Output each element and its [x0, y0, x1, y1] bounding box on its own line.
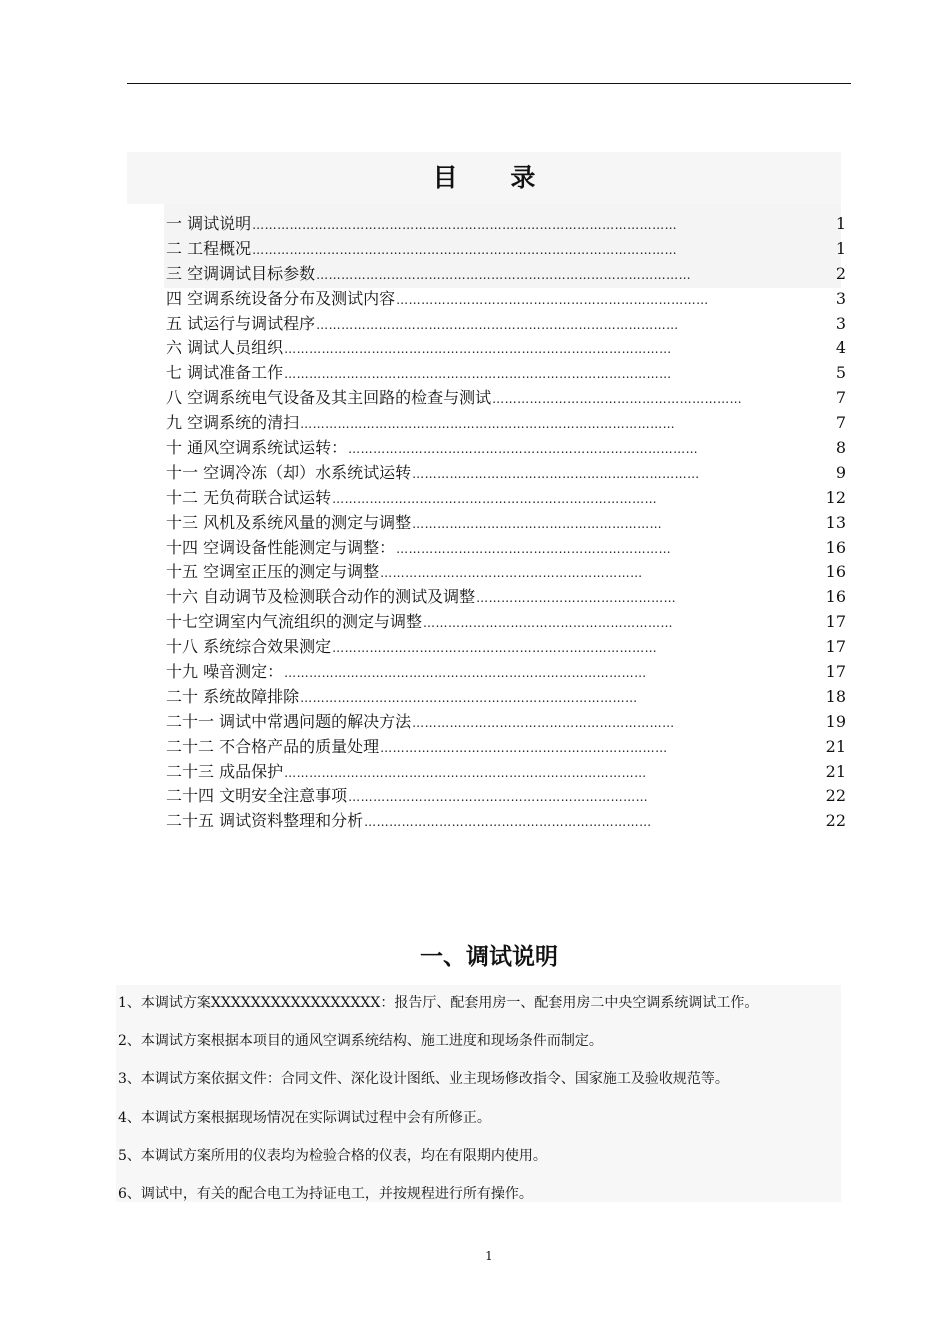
toc-entry-leader: ……………………………………………………: [412, 516, 663, 531]
toc-entry-page: 21: [825, 736, 846, 756]
toc-entry[interactable]: [166, 660, 846, 685]
toc-entry[interactable]: [166, 411, 846, 436]
toc-entry-leader: ……………………………………………………………………: [332, 641, 658, 656]
toc-entry-page: 21: [825, 761, 846, 781]
toc-entry-label: 十四 空调设备性能测定与调整：: [166, 537, 396, 557]
toc-entry-page: 18: [825, 686, 846, 706]
toc-entry[interactable]: [166, 585, 846, 610]
toc-entry-label: 十八 系统综合效果测定: [166, 637, 332, 657]
toc-entry-leader: ……………………………………………………………………………: [284, 666, 647, 681]
toc-entry[interactable]: [166, 361, 846, 386]
toc-entry[interactable]: [166, 685, 846, 710]
toc-entry[interactable]: [166, 560, 846, 585]
toc-entry-label: 二十 系统故障排除: [166, 686, 300, 706]
toc-entry-label: 十二 无负荷联合试运转: [166, 487, 332, 507]
toc-entry-label: 二十五 调试资料整理和分析: [166, 811, 364, 831]
toc-entry-leader: ………………………………………………………………: [348, 790, 649, 805]
paragraph: 2、本调试方案根据本项目的通风空调系统结构、施工进度和现场条件而制定。: [118, 1033, 603, 1050]
toc-entry-page: 3: [835, 288, 846, 308]
toc-entry[interactable]: [166, 212, 846, 237]
toc-entry-leader: …………………………………………: [476, 591, 677, 606]
toc-entry-page: 1: [835, 214, 846, 233]
toc-entry-label: 二 工程概况: [166, 238, 252, 258]
toc-entry-leader: …………………………………………………………………………………: [284, 342, 672, 357]
toc-entry-page: 16: [825, 587, 846, 607]
toc-entry[interactable]: [166, 760, 846, 785]
toc-entry-page: 8: [835, 438, 846, 458]
toc-entry[interactable]: [166, 486, 846, 511]
toc-entry-page: 2: [835, 263, 846, 283]
toc-entry-page: 22: [825, 786, 846, 806]
toc-entry[interactable]: [166, 610, 846, 635]
paragraph: 3、本调试方案依据文件：合同文件、深化设计图纸、业主现场修改指令、国家施工及验收规范等。: [118, 1071, 729, 1088]
toc-entry-leader: ………………………………………………………………………………: [300, 417, 676, 432]
toc-entry-label: 四 空调系统设备分布及测试内容: [166, 288, 396, 308]
section-title: 一、调试说明: [420, 943, 558, 970]
toc-entry-label: 十七空调室内气流组织的测定与调整: [166, 612, 423, 632]
toc-entry-page: 3: [835, 313, 846, 333]
toc-entry-leader: …………………………………………………………………………………………: [252, 242, 678, 257]
toc-title: 目 录: [432, 163, 558, 192]
toc-entry-label: 二十四 文明安全注意事项: [166, 786, 348, 806]
toc-entry-page: 1: [835, 238, 846, 258]
toc-entry-leader: ………………………………………………………………………………: [316, 267, 692, 282]
toc-entry-label: 二十一 调试中常遇问题的解决方法: [166, 711, 412, 731]
toc-entry-label: 二十二 不合格产品的质量处理: [166, 736, 380, 756]
toc-entry-page: 16: [825, 537, 846, 557]
toc-entry-page: 9: [835, 462, 846, 482]
toc-entry-page: 17: [825, 662, 846, 682]
toc-entry-page: 17: [825, 637, 846, 657]
paragraph: 5、本调试方案所用的仪表均为检验合格的仪表，均在有限期内使用。: [118, 1147, 547, 1164]
toc-entry-leader: ………………………………………………………………………: [300, 690, 638, 705]
toc-entry[interactable]: [166, 784, 846, 809]
toc-entry-label: 十 通风空调系统试运转：: [166, 438, 348, 458]
toc-entry-label: 五 试运行与调试程序: [166, 313, 316, 333]
toc-entry-leader: ……………………………………………………………………: [332, 491, 658, 506]
toc-entry-leader: ………………………………………………………: [412, 715, 675, 730]
toc-entry-page: 12: [825, 487, 846, 507]
toc-entry-label: 三 空调调试目标参数: [166, 263, 316, 283]
toc-entry-page: 7: [835, 413, 846, 433]
toc-entry-leader: ……………………………………………………………………………: [316, 317, 679, 332]
toc-entry-label: 十五 空调室正压的测定与调整: [166, 562, 380, 582]
toc-entry[interactable]: [166, 262, 846, 287]
toc-entry-leader: ……………………………………………………: [423, 616, 674, 631]
toc-entry-label: 六 调试人员组织: [166, 338, 284, 358]
toc-entry-leader: …………………………………………………………: [396, 541, 672, 556]
paragraph: 6、调试中，有关的配合电工为持证电工，并按规程进行所有操作。: [118, 1185, 533, 1202]
toc-entry[interactable]: [166, 461, 846, 486]
toc-entry-label: 十九 噪音测定：: [166, 662, 284, 682]
toc-entry[interactable]: [166, 809, 846, 834]
toc-entry-leader: …………………………………………………………………: [396, 292, 709, 307]
section-paragraphs: [118, 992, 858, 1221]
toc-entry[interactable]: [166, 386, 846, 411]
toc-entry-page: 17: [825, 612, 846, 632]
toc-entry-leader: ……………………………………………………: [492, 392, 743, 407]
toc-entry-label: 十六 自动调节及检测联合动作的测试及调整: [166, 587, 476, 607]
toc-entry-label: 一 调试说明: [166, 214, 252, 233]
toc-entry[interactable]: [166, 436, 846, 461]
toc-entry-leader: …………………………………………………………………………………: [284, 367, 672, 382]
toc-entry-page: 19: [825, 711, 846, 731]
toc-entry-leader: ……………………………………………………………: [380, 740, 668, 755]
toc-entry-label: 二十三 成品保护: [166, 761, 284, 781]
toc-entry[interactable]: [166, 710, 846, 735]
toc-entry[interactable]: [166, 536, 846, 561]
page-number: 1: [485, 1249, 493, 1263]
toc-entry-page: 7: [835, 388, 846, 408]
toc-entry[interactable]: [166, 635, 846, 660]
toc-entry-leader: ………………………………………………………: [380, 566, 643, 581]
toc-entry-page: 13: [825, 512, 846, 532]
paragraph: 1、本调试方案XXXXXXXXXXXXXXXXX：报告厅、配套用房一、配套用房二中央空调系统调试工作。: [118, 995, 759, 1011]
toc-entry[interactable]: [166, 237, 846, 262]
toc-list: [166, 212, 846, 834]
toc-entry-page: 5: [835, 363, 846, 383]
toc-entry-label: 九 空调系统的清扫: [166, 413, 300, 433]
toc-entry[interactable]: [166, 511, 846, 536]
toc-entry-leader: …………………………………………………………………………………………: [252, 218, 678, 232]
toc-entry-label: 十三 风机及系统风量的测定与调整: [166, 512, 412, 532]
toc-entry-page: 4: [835, 338, 846, 358]
toc-entry-page: 22: [825, 811, 846, 831]
toc-entry-leader: …………………………………………………………………………: [348, 442, 699, 457]
toc-entry[interactable]: [166, 336, 846, 361]
toc-entry-leader: ……………………………………………………………………………: [284, 765, 647, 780]
paragraph: 4、本调试方案根据现场情况在实际调试过程中会有所修正。: [118, 1109, 491, 1126]
toc-entry-label: 七 调试准备工作: [166, 363, 284, 383]
toc-entry-label: 十一 空调冷冻（却）水系统试运转: [166, 462, 412, 482]
toc-entry-leader: ……………………………………………………………: [412, 466, 700, 481]
toc-entry-leader: ……………………………………………………………: [364, 815, 652, 830]
toc-entry[interactable]: [166, 312, 846, 337]
toc-entry[interactable]: [166, 735, 846, 760]
toc-entry[interactable]: [166, 287, 846, 312]
header-rule: [127, 83, 851, 84]
toc-entry-page: 16: [825, 562, 846, 582]
toc-entry-label: 八 空调系统电气设备及其主回路的检查与测试: [166, 388, 492, 408]
